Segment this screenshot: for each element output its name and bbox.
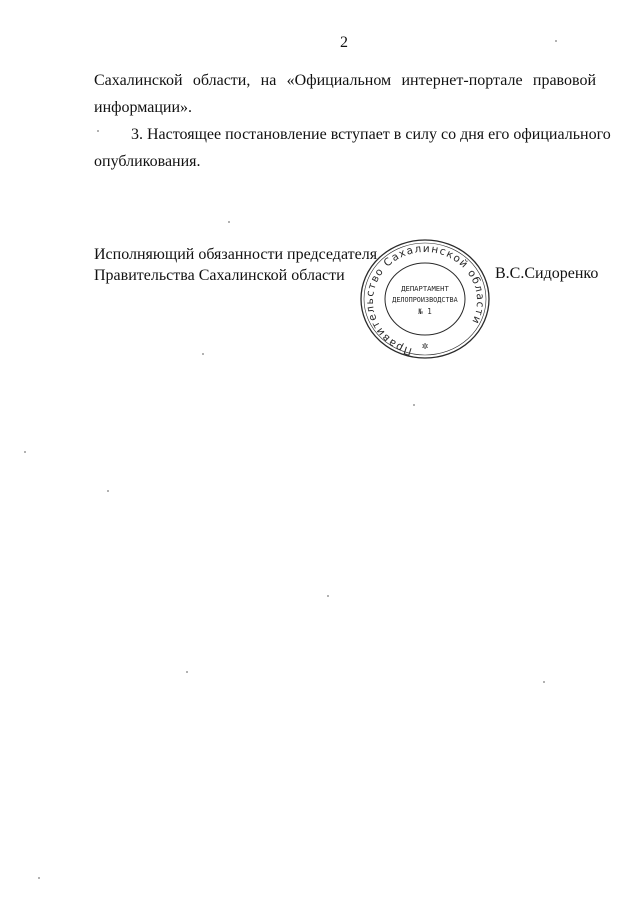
- paragraph-line: информации».: [94, 99, 193, 116]
- scan-speck: [97, 130, 99, 132]
- paragraph-line: опубликования.: [94, 153, 201, 170]
- paragraph-3: [94, 121, 611, 175]
- signatory-position-line: Исполняющий обязанности председателя: [94, 246, 378, 263]
- scan-speck: [107, 490, 109, 492]
- paragraph-line: 3. Настоящее постановление вступает в силу со дня его официального: [131, 126, 611, 143]
- stamp-inner-text: ДЕПАРТАМЕНТ: [401, 284, 449, 293]
- stamp-inner-text: № 1: [418, 307, 432, 316]
- scan-speck: [38, 877, 40, 879]
- scan-speck: [202, 353, 204, 355]
- scan-speck: [24, 451, 26, 453]
- official-stamp: [358, 237, 492, 361]
- stamp-star-icon: ✲: [421, 342, 429, 351]
- stamp-inner-text: ДЕЛОПРОИЗВОДСТВА: [392, 296, 458, 304]
- stamp-outer-text: Правительство Сахалинской области: [363, 242, 487, 358]
- scan-speck: [555, 40, 557, 42]
- paragraph-continuation: [94, 67, 596, 121]
- scan-speck: [413, 404, 415, 406]
- scan-speck: [186, 671, 188, 673]
- signatory-position-line: Правительства Сахалинской области: [94, 267, 345, 284]
- signatory-name: В.С.Сидоренко: [495, 265, 599, 282]
- page-number: 2: [340, 34, 348, 51]
- paragraph-line: Сахалинской области, на «Официальном интернет-портале правовой: [94, 72, 596, 89]
- scan-speck: [228, 221, 230, 223]
- signatory-position: [94, 244, 377, 286]
- scan-speck: [327, 595, 329, 597]
- scan-speck: [543, 681, 545, 683]
